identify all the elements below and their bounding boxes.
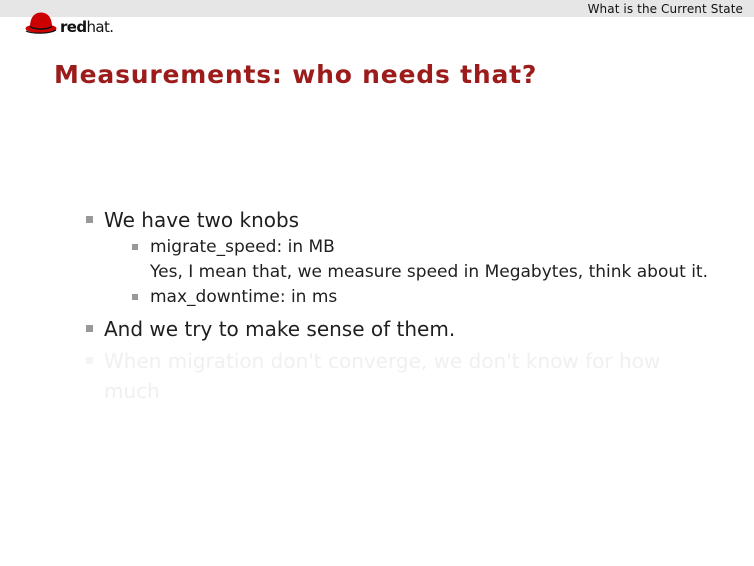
slide-content <box>86 205 716 406</box>
sub-bullet-text: migrate_speed: in MB <box>150 237 335 257</box>
bullet-converge-faded <box>86 346 716 406</box>
sub-bullet-migrate-speed <box>132 235 716 285</box>
bullet-text: And we try to make sense of them. <box>104 317 456 341</box>
bullet-knobs <box>86 205 716 235</box>
section-title: What is the Current State <box>587 2 743 16</box>
bullet-text: We have two knobs <box>104 208 300 232</box>
top-bar <box>0 0 754 17</box>
sub-bullet-text: max_downtime: in ms <box>150 287 338 307</box>
slide-title: Measurements: who needs that? <box>54 60 538 89</box>
sub-bullet-list <box>132 235 716 310</box>
logo-wordmark: redhat. <box>60 18 114 36</box>
bullet-make-sense <box>86 314 716 344</box>
shadowman-hat-icon <box>24 9 58 35</box>
bullet-text: When migration don't converge, we don't know for how much <box>104 349 661 403</box>
sub-bullet-max-downtime <box>132 285 716 310</box>
sub-bullet-continuation: Yes, I mean that, we measure speed in Megabytes, think about it. <box>150 262 708 282</box>
